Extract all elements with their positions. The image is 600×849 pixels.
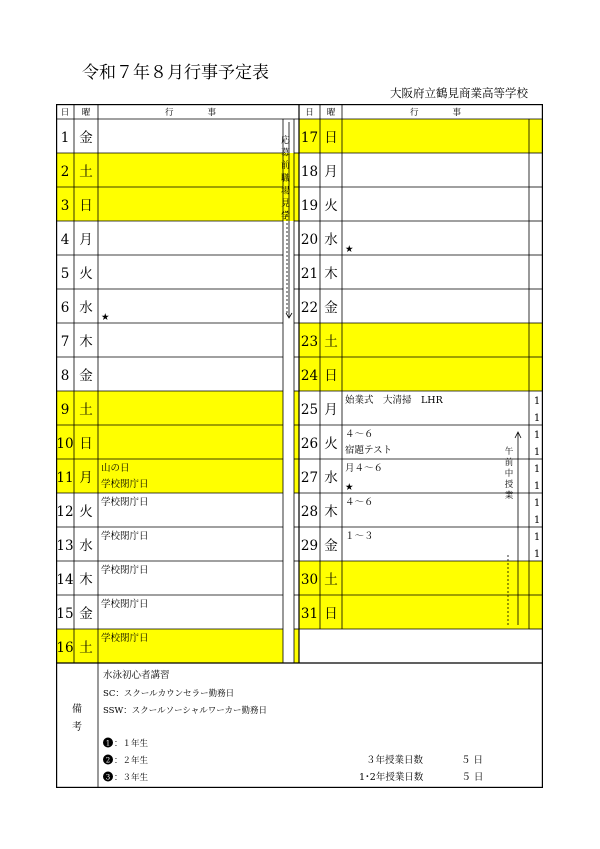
- grade-mark-number: 1: [105, 739, 111, 748]
- day-number: 14: [56, 572, 74, 588]
- remarks-line: 水泳初心者講習: [103, 670, 170, 681]
- day-number: 8: [60, 368, 70, 384]
- weekday-label: 火: [79, 266, 93, 282]
- grade-label: ：１年生: [114, 739, 149, 749]
- star-mark: ★: [345, 244, 354, 255]
- weekday-label: 土: [79, 402, 93, 418]
- holiday-cell: [529, 357, 543, 391]
- day-number: 24: [300, 368, 319, 384]
- annotation-char: 午: [504, 447, 514, 457]
- weekday-label: 月: [79, 470, 93, 486]
- weekday-label: 水: [324, 470, 338, 486]
- period-count: 1: [533, 396, 541, 407]
- annotation-char: 授: [504, 480, 514, 490]
- weekday-label: 月: [324, 402, 338, 418]
- annotation-char: 業: [504, 491, 514, 501]
- period-count: 1: [533, 447, 541, 458]
- weekday-label: 火: [324, 436, 338, 452]
- event-text: 山の日: [101, 463, 130, 474]
- lesson-days-grade3: ３年授業日数 ５ 日: [366, 755, 484, 766]
- day-number: 17: [300, 130, 319, 146]
- day-number: 20: [300, 232, 319, 248]
- event-text: ４～６: [345, 429, 374, 440]
- day-number: 22: [300, 300, 319, 316]
- day-number: 7: [60, 334, 70, 350]
- period-count: 1: [533, 498, 541, 509]
- weekday-label: 木: [324, 504, 338, 520]
- holiday-cell: [529, 561, 543, 595]
- holiday-cell: [294, 153, 299, 187]
- weekday-label: 土: [324, 572, 338, 588]
- annotation-char: 見: [280, 199, 291, 209]
- weekday-label: 金: [79, 368, 93, 384]
- period-count: 1: [533, 549, 541, 560]
- day-number: 2: [60, 164, 70, 180]
- holiday-cell: [294, 629, 299, 663]
- event-text: 学校閉庁日: [101, 599, 149, 610]
- weekday-label: 金: [324, 300, 338, 316]
- holiday-cell: [529, 119, 543, 153]
- lesson-days-grade12: 1･2年授業日数 ５ 日: [359, 772, 484, 783]
- holiday-cell: [294, 459, 299, 493]
- holiday-cell: [529, 595, 543, 629]
- weekday-label: 日: [79, 436, 93, 452]
- day-number: 6: [60, 300, 70, 316]
- event-text: ４～６: [345, 497, 374, 508]
- day-number: 3: [60, 198, 70, 214]
- event-text: 月４～６: [345, 463, 384, 474]
- header-day: 日: [60, 108, 70, 118]
- day-number: 25: [300, 402, 319, 418]
- weekday-label: 水: [79, 538, 93, 554]
- day-number: 18: [300, 164, 319, 180]
- day-number: 16: [56, 640, 74, 656]
- header-event: 行 事: [164, 108, 217, 118]
- event-text: 学校閉庁日: [101, 633, 149, 644]
- weekday-label: 木: [79, 572, 93, 588]
- day-number: 11: [56, 470, 74, 486]
- weekday-label: 土: [79, 164, 93, 180]
- weekday-label: 火: [79, 504, 93, 520]
- weekday-label: 土: [79, 640, 93, 656]
- day-number: 21: [300, 266, 319, 282]
- event-text: １～３: [345, 531, 374, 542]
- day-number: 19: [300, 198, 319, 214]
- day-number: 29: [300, 538, 319, 554]
- day-number: 1: [60, 130, 70, 146]
- grade-mark-number: 3: [105, 773, 111, 782]
- event-text: 学校閉庁日: [101, 565, 149, 576]
- weekday-label: 水: [324, 232, 338, 248]
- day-number: 27: [300, 470, 319, 486]
- annotation-char: 前: [504, 458, 514, 468]
- period-count: 1: [533, 515, 541, 526]
- weekday-label: 金: [79, 130, 93, 146]
- grade-label: ：３年生: [114, 773, 149, 783]
- weekday-label: 金: [324, 538, 338, 554]
- header-weekday: 曜: [326, 108, 336, 118]
- school-name: 大阪府立鶴見商業高等学校: [390, 86, 528, 100]
- remarks-label: 考: [72, 722, 82, 733]
- weekday-label: 木: [79, 334, 93, 350]
- weekday-label: 日: [324, 130, 338, 146]
- schedule-table: [56, 104, 543, 788]
- header-event: 行 事: [409, 108, 462, 118]
- grade-label: ：２年生: [114, 756, 149, 766]
- period-count: 1: [533, 481, 541, 492]
- event-text: 学校閉庁日: [101, 497, 149, 508]
- weekday-label: 水: [79, 300, 93, 316]
- weekday-label: 火: [324, 198, 338, 214]
- day-number: 26: [300, 436, 319, 452]
- holiday-cell: [294, 187, 299, 221]
- annotation-char: 募: [280, 148, 291, 159]
- remarks-label: 備: [72, 704, 82, 715]
- day-number: 15: [56, 606, 74, 622]
- weekday-label: 土: [324, 334, 338, 350]
- weekday-label: 日: [324, 368, 338, 384]
- weekday-label: 木: [324, 266, 338, 282]
- holiday-cell: [529, 323, 543, 357]
- weekday-label: 月: [324, 164, 338, 180]
- day-number: 10: [56, 436, 74, 452]
- period-count: 1: [533, 464, 541, 475]
- grade-mark-number: 2: [105, 756, 111, 765]
- star-mark: ★: [101, 312, 110, 323]
- annotation-char: 職: [280, 173, 291, 184]
- period-count: 1: [533, 413, 541, 424]
- weekday-label: 月: [79, 232, 93, 248]
- remarks-line: SSW：スクールソーシャルワーカー勤務日: [103, 706, 268, 716]
- annotation-char: 学: [280, 211, 291, 222]
- event-text: 学校閉庁日: [101, 479, 149, 490]
- annotation-char: 前: [280, 161, 291, 172]
- period-count: 1: [533, 430, 541, 441]
- annotation-char: 場: [280, 186, 291, 197]
- header-day: 日: [305, 108, 314, 118]
- event-text: 学校閉庁日: [101, 531, 149, 542]
- period-count: 1: [533, 532, 541, 543]
- day-number: 12: [56, 504, 74, 520]
- annotation-char: 応: [280, 136, 291, 146]
- holiday-cell: [294, 425, 299, 459]
- event-text: 始業式 大清掃 LHR: [345, 395, 443, 406]
- day-number: 5: [60, 266, 70, 282]
- day-number: 13: [56, 538, 74, 554]
- holiday-cell: [294, 391, 299, 425]
- weekday-label: 日: [324, 606, 338, 622]
- day-number: 31: [300, 606, 319, 622]
- document-title: 令和７年８月行事予定表: [82, 63, 269, 83]
- weekday-label: 日: [79, 198, 93, 214]
- day-number: 30: [300, 572, 319, 588]
- header-weekday: 曜: [81, 108, 91, 118]
- day-number: 28: [300, 504, 319, 520]
- star-mark: ★: [345, 482, 354, 493]
- event-text: 宿題テスト: [345, 445, 393, 456]
- remarks-line: SC：スクールカウンセラー勤務日: [103, 689, 235, 699]
- weekday-label: 金: [79, 606, 93, 622]
- day-number: 9: [60, 402, 70, 418]
- annotation-char: 中: [504, 469, 514, 479]
- day-number: 4: [60, 232, 70, 248]
- day-number: 23: [300, 334, 319, 350]
